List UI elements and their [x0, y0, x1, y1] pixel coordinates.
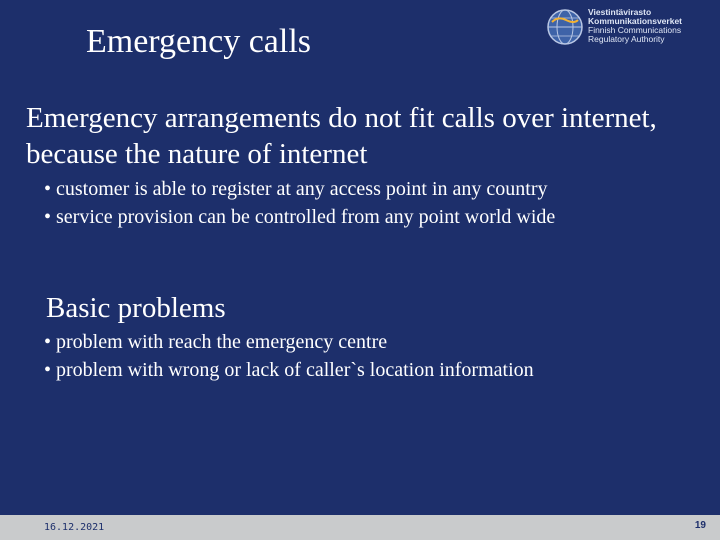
logo-line: Viestintävirasto: [588, 7, 652, 17]
logo-line: Kommunikationsverket: [588, 16, 682, 26]
page-number: 19: [694, 520, 706, 531]
globe-icon: [546, 8, 584, 46]
ficora-logo: [546, 6, 716, 48]
paragraph-line: because the nature of internet: [26, 138, 368, 170]
bullet-item: • customer is able to register at any access point in any country: [44, 178, 548, 200]
bullet-list: [44, 328, 534, 384]
footer-date: 16.12.2021: [44, 522, 105, 533]
slide-title: Emergency calls: [86, 23, 312, 60]
logo-text: [588, 8, 682, 44]
bullet-item: • problem with reach the emergency centre: [44, 331, 388, 353]
paragraph-line: Emergency arrangements do not fit calls over internet,: [26, 102, 657, 134]
footer-bar: [0, 515, 720, 540]
section-heading: Basic problems: [46, 292, 226, 324]
bullet-list: [44, 175, 555, 231]
logo-line: Finnish Communications: [588, 25, 682, 35]
bullet-item: • problem with wrong or lack of caller`s location information: [44, 359, 534, 381]
bullet-item: • service provision can be controlled from any point world wide: [44, 206, 556, 228]
intro-paragraph: [26, 100, 720, 172]
logo-line: Regulatory Authority: [588, 34, 665, 44]
